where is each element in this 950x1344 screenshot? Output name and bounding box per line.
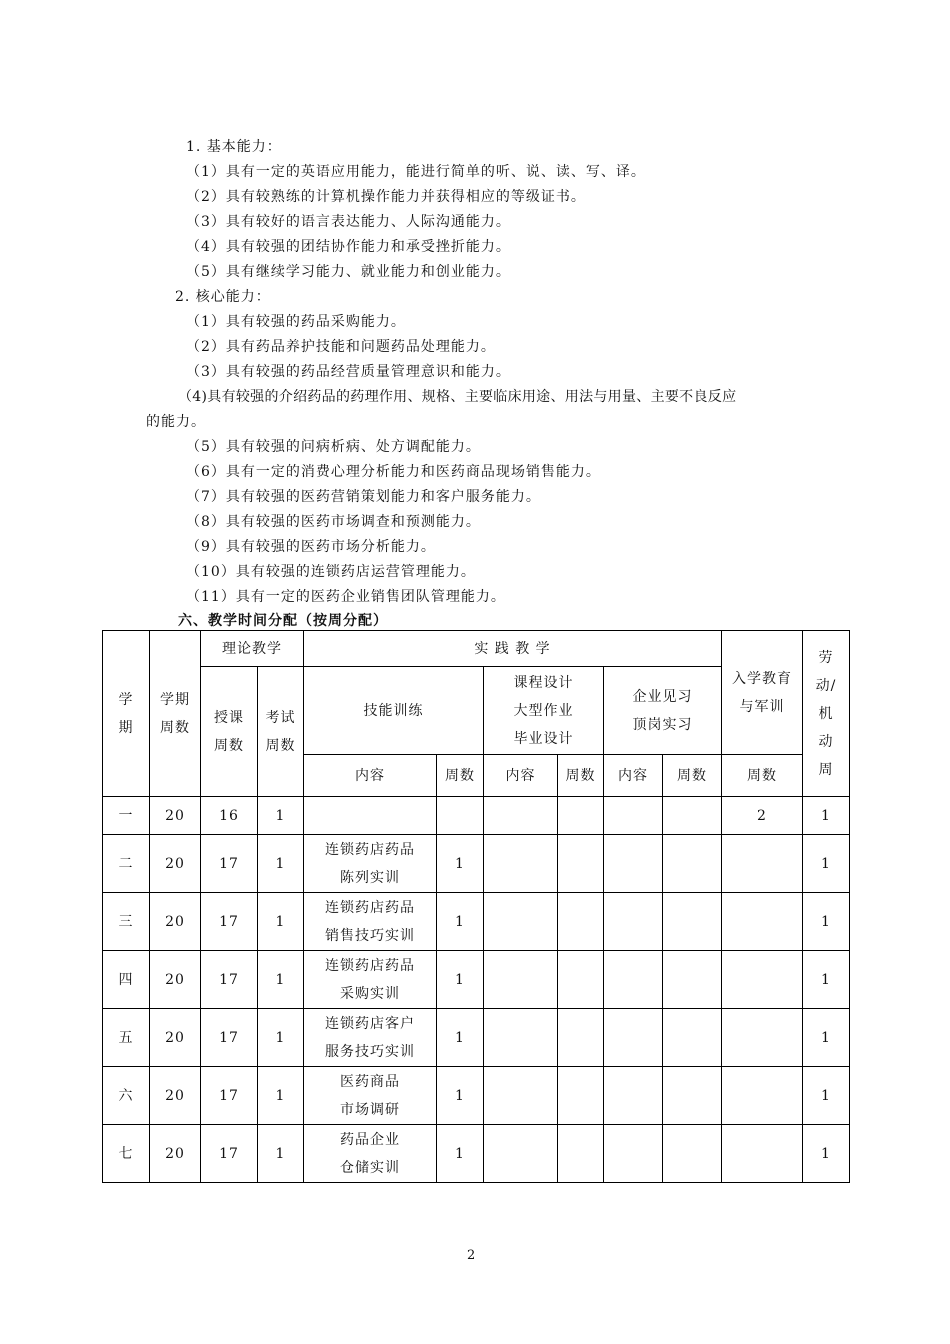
cell-empty <box>558 1067 604 1125</box>
header-exam-weeks: 考试 周数 <box>258 667 304 797</box>
table-row <box>103 893 850 951</box>
table-row <box>103 1125 850 1183</box>
paragraph: （3）具有较好的语言表达能力、人际沟通能力。 <box>186 214 511 230</box>
cell-enrollment-weeks <box>722 893 803 951</box>
paragraph: （4)具有较强的介绍药品的药理作用、规格、主要临床用途、用法与用量、主要不良反应 <box>178 389 737 405</box>
paragraph: （3）具有较强的药品经营质量管理意识和能力。 <box>186 364 511 380</box>
cell-teaching-weeks: 17 <box>201 893 258 951</box>
cell-empty <box>484 1067 558 1125</box>
cell-semester: 一 <box>103 797 150 835</box>
cell-skill-weeks <box>437 797 484 835</box>
paragraph: （5）具有继续学习能力、就业能力和创业能力。 <box>186 264 511 280</box>
cell-empty <box>558 835 604 893</box>
cell-empty <box>484 1009 558 1067</box>
cell-labor-weeks: 1 <box>803 1125 850 1183</box>
header-content: 内容 <box>304 755 437 797</box>
cell-enrollment-weeks <box>722 1125 803 1183</box>
header-course-design: 课程设计 大型作业 毕业设计 <box>484 667 604 755</box>
cell-exam-weeks: 1 <box>258 951 304 1009</box>
header-week-count: 周数 <box>558 755 604 797</box>
paragraph: （4）具有较强的团结协作能力和承受挫折能力。 <box>186 239 511 255</box>
cell-empty <box>558 797 604 835</box>
cell-skill-content: 连锁药店客户 服务技巧实训 <box>304 1009 437 1067</box>
cell-skill-weeks: 1 <box>437 1067 484 1125</box>
cell-empty <box>663 1067 722 1125</box>
paragraph: 1. 基本能力： <box>186 139 282 155</box>
paragraph: 的能力。 <box>146 414 206 430</box>
table-row <box>103 951 850 1009</box>
cell-weeks: 20 <box>150 1125 201 1183</box>
cell-labor-weeks: 1 <box>803 835 850 893</box>
paragraph: （10）具有较强的连锁药店运营管理能力。 <box>186 564 476 580</box>
cell-semester: 三 <box>103 893 150 951</box>
header-week-count: 周数 <box>437 755 484 797</box>
header-internship: 企业见习 顶岗实习 <box>604 667 722 755</box>
cell-skill-content <box>304 797 437 835</box>
cell-empty <box>663 951 722 1009</box>
cell-empty <box>484 835 558 893</box>
cell-semester: 七 <box>103 1125 150 1183</box>
cell-labor-weeks: 1 <box>803 1067 850 1125</box>
paragraph: （8）具有较强的医药市场调查和预测能力。 <box>186 514 481 530</box>
cell-semester: 六 <box>103 1067 150 1125</box>
cell-exam-weeks: 1 <box>258 835 304 893</box>
header-labor: 劳 动/ 机 动 周 <box>803 631 850 797</box>
paragraph: （2）具有较熟练的计算机操作能力并获得相应的等级证书。 <box>186 189 586 205</box>
cell-skill-weeks: 1 <box>437 1009 484 1067</box>
cell-empty <box>558 893 604 951</box>
cell-skill-content: 药品企业 仓储实训 <box>304 1125 437 1183</box>
cell-weeks: 20 <box>150 951 201 1009</box>
cell-empty <box>663 1009 722 1067</box>
cell-semester: 二 <box>103 835 150 893</box>
cell-empty <box>484 1125 558 1183</box>
cell-empty <box>484 797 558 835</box>
cell-enrollment-weeks <box>722 1067 803 1125</box>
paragraph: （1）具有一定的英语应用能力，能进行简单的听、说、读、写、译。 <box>186 164 646 180</box>
cell-weeks: 20 <box>150 1067 201 1125</box>
header-semester: 学 期 <box>103 631 150 797</box>
cell-enrollment-weeks <box>722 951 803 1009</box>
cell-labor-weeks: 1 <box>803 1009 850 1067</box>
cell-teaching-weeks: 17 <box>201 1067 258 1125</box>
paragraph: （1）具有较强的药品采购能力。 <box>186 314 406 330</box>
cell-labor-weeks: 1 <box>803 893 850 951</box>
header-skill-training: 技能训练 <box>304 667 484 755</box>
cell-exam-weeks: 1 <box>258 893 304 951</box>
paragraph: （2）具有药品养护技能和问题药品处理能力。 <box>186 339 496 355</box>
header-content: 内容 <box>484 755 558 797</box>
cell-empty <box>663 835 722 893</box>
cell-empty <box>604 797 663 835</box>
cell-teaching-weeks: 16 <box>201 797 258 835</box>
cell-empty <box>558 1125 604 1183</box>
cell-exam-weeks: 1 <box>258 1009 304 1067</box>
cell-empty <box>484 893 558 951</box>
cell-teaching-weeks: 17 <box>201 951 258 1009</box>
cell-skill-weeks: 1 <box>437 951 484 1009</box>
paragraph: （5）具有较强的问病析病、处方调配能力。 <box>186 439 481 455</box>
cell-teaching-weeks: 17 <box>201 1125 258 1183</box>
header-week-count: 周数 <box>722 755 803 797</box>
cell-exam-weeks: 1 <box>258 1125 304 1183</box>
cell-empty <box>604 1125 663 1183</box>
cell-labor-weeks: 1 <box>803 797 850 835</box>
table-row <box>103 835 850 893</box>
cell-empty <box>604 835 663 893</box>
cell-empty <box>663 797 722 835</box>
cell-exam-weeks: 1 <box>258 797 304 835</box>
cell-enrollment-weeks: 2 <box>722 797 803 835</box>
cell-empty <box>484 951 558 1009</box>
cell-skill-weeks: 1 <box>437 835 484 893</box>
cell-skill-content: 连锁药店药品 采购实训 <box>304 951 437 1009</box>
cell-empty <box>663 1125 722 1183</box>
cell-weeks: 20 <box>150 1009 201 1067</box>
cell-empty <box>558 1009 604 1067</box>
header-week-count: 周数 <box>663 755 722 797</box>
table-row <box>103 1009 850 1067</box>
cell-labor-weeks: 1 <box>803 951 850 1009</box>
cell-skill-content: 医药商品 市场调研 <box>304 1067 437 1125</box>
paragraph: 2. 核心能力： <box>175 289 271 305</box>
cell-skill-weeks: 1 <box>437 893 484 951</box>
cell-enrollment-weeks <box>722 835 803 893</box>
cell-semester: 四 <box>103 951 150 1009</box>
cell-empty <box>558 951 604 1009</box>
cell-empty <box>604 893 663 951</box>
cell-empty <box>604 1009 663 1067</box>
cell-weeks: 20 <box>150 835 201 893</box>
cell-weeks: 20 <box>150 797 201 835</box>
paragraph: （9）具有较强的医药市场分析能力。 <box>186 539 436 555</box>
cell-teaching-weeks: 17 <box>201 1009 258 1067</box>
header-teaching-weeks: 授课 周数 <box>201 667 258 797</box>
header-enrollment: 入学教育 与军训 <box>722 631 803 755</box>
cell-empty <box>663 893 722 951</box>
cell-weeks: 20 <box>150 893 201 951</box>
page-number: 2 <box>467 1248 476 1263</box>
cell-skill-weeks: 1 <box>437 1125 484 1183</box>
cell-enrollment-weeks <box>722 1009 803 1067</box>
header-practice: 实 践 教 学 <box>304 631 722 667</box>
cell-empty <box>604 951 663 1009</box>
cell-teaching-weeks: 17 <box>201 835 258 893</box>
header-semester-weeks: 学期 周数 <box>150 631 201 797</box>
paragraph: （11）具有一定的医药企业销售团队管理能力。 <box>186 589 506 605</box>
cell-skill-content: 连锁药店药品 陈列实训 <box>304 835 437 893</box>
paragraph: （7）具有较强的医药营销策划能力和客户服务能力。 <box>186 489 541 505</box>
teaching-time-table <box>102 630 850 1183</box>
header-theory: 理论教学 <box>201 631 304 667</box>
cell-empty <box>604 1067 663 1125</box>
header-content: 内容 <box>604 755 663 797</box>
section-title: 六、教学时间分配（按周分配） <box>178 613 388 629</box>
table-row <box>103 797 850 835</box>
cell-exam-weeks: 1 <box>258 1067 304 1125</box>
cell-semester: 五 <box>103 1009 150 1067</box>
table-row <box>103 1067 850 1125</box>
paragraph: （6）具有一定的消费心理分析能力和医药商品现场销售能力。 <box>186 464 601 480</box>
cell-skill-content: 连锁药店药品 销售技巧实训 <box>304 893 437 951</box>
